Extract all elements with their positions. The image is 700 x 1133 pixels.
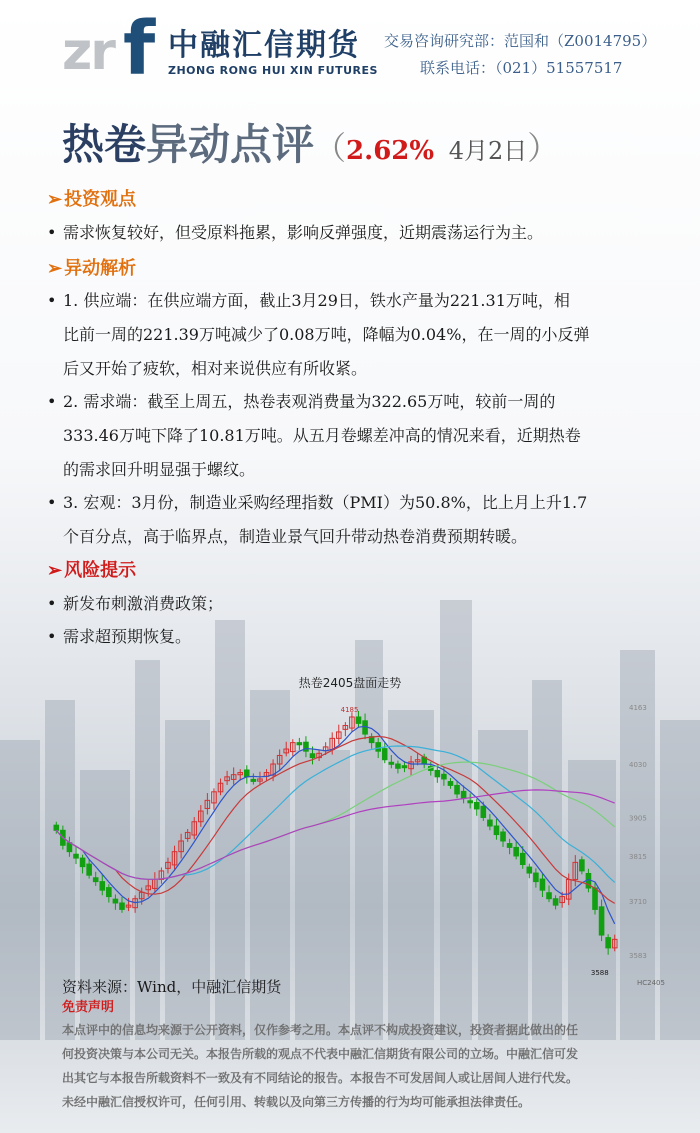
candle-body bbox=[580, 860, 585, 871]
arrow-icon: ➢ bbox=[47, 258, 63, 279]
company-logo-f: f bbox=[123, 6, 156, 92]
candlestick-chart bbox=[47, 670, 665, 990]
research-contact: 交易咨询研究部：范国和（Z0014795） bbox=[384, 32, 657, 50]
high-annotation: 4185 bbox=[340, 706, 359, 714]
arrow-icon: ➢ bbox=[47, 560, 63, 581]
candle-body bbox=[488, 820, 493, 826]
bullet-icon: • bbox=[47, 493, 57, 512]
title-change-percent: 2.62% bbox=[346, 136, 435, 166]
candle-body bbox=[93, 878, 98, 882]
low-annotation: 3588 bbox=[590, 969, 609, 977]
section-heading-view: ➢ 投资观点 bbox=[47, 189, 137, 210]
title-topic: 异动点评 bbox=[146, 120, 315, 169]
title-open-paren: （ bbox=[314, 129, 347, 167]
analysis-item-demand: • 2. 需求端：截至上周五，热卷表观消费量为322.65万吨，较前一周的 333.46万吨下降了10.81万吨。从五月卷螺差冲高的情况来看，近期热卷 的需求回升明显强于螺纹。 bbox=[47, 385, 667, 487]
candle-body bbox=[120, 903, 125, 909]
candle-body bbox=[376, 743, 381, 752]
candle-body bbox=[520, 853, 525, 864]
candle-body bbox=[534, 873, 539, 882]
candle-body bbox=[435, 770, 440, 776]
candle-body bbox=[402, 766, 407, 768]
candle-body bbox=[599, 907, 604, 935]
candle-body bbox=[442, 774, 447, 779]
ma5-line bbox=[56, 726, 614, 924]
analysis-item-macro: • 3. 宏观：3月份，制造业采购经理指数（PMI）为50.8%，比上月上升1.7 个百分点，高于临界点，制造业景气回升带动热卷消费预期转暖。 bbox=[47, 486, 667, 554]
bullet-icon: • bbox=[47, 291, 57, 310]
risk-item: • 需求超预期恢复。 bbox=[47, 620, 667, 654]
title-close-paren: ） bbox=[527, 129, 560, 167]
candle-body bbox=[54, 825, 59, 830]
candle-body bbox=[448, 782, 453, 786]
candle-body bbox=[501, 832, 506, 841]
bullet-icon: • bbox=[47, 223, 57, 242]
candle-body bbox=[245, 770, 250, 777]
y-tick-label: 3905 bbox=[629, 814, 647, 823]
candle-body bbox=[356, 717, 361, 723]
candle-body bbox=[474, 802, 479, 808]
ma20-line bbox=[56, 746, 614, 882]
candle-body bbox=[547, 893, 552, 899]
x-axis-label: HC2405 bbox=[637, 979, 665, 987]
section-heading-analysis: ➢ 异动解析 bbox=[47, 258, 137, 279]
candle-body bbox=[606, 938, 611, 948]
candle-body bbox=[113, 899, 118, 903]
candle-body bbox=[310, 754, 315, 758]
candle-body bbox=[507, 844, 512, 848]
candle-body bbox=[527, 867, 532, 873]
bullet-icon: • bbox=[47, 594, 57, 613]
candle-body bbox=[553, 899, 558, 905]
company-logo-mark: zr bbox=[62, 22, 114, 82]
company-name-en: ZHONG RONG HUI XIN FUTURES bbox=[168, 64, 378, 77]
analysis-item-supply: • 1. 供应端：在供应端方面，截止3月29日，铁水产量为221.31万吨，相 比前一周的221.39万吨减少了0.08万吨，降幅为0.04%，在一周的小反弹 后又开始了疲软，相对来说供应有所收紧。 bbox=[47, 284, 667, 386]
candle-body bbox=[468, 801, 473, 803]
candle-body bbox=[514, 847, 519, 856]
title-date: 4月2日 bbox=[448, 137, 528, 165]
candle-body bbox=[80, 858, 85, 867]
candle-body bbox=[107, 888, 112, 897]
candle-body bbox=[100, 882, 105, 891]
company-name-cn: 中融汇信期货 bbox=[168, 28, 360, 63]
candle-body bbox=[87, 864, 92, 875]
bullet-icon: • bbox=[47, 392, 57, 411]
candle-body bbox=[74, 854, 79, 858]
disclaimer-text: 本点评中的信息均来源于公开资料，仅作参考之用。本点评不构成投资建议，投资者据此做出的任 何投资决策与本公司无关。本报告所载的观点不代表中融汇信期货有限公司的立场。中融汇信可发 出其它与本报告所载资料不一致及有不同结论的报告。本报告不可发居间人或让居间人进行代发。 未经中融汇信授权许可，任何引用、转载以及向第三方传播的行为均可能承担法律责任。 bbox=[62, 1023, 579, 1109]
risk-item: • 新发布刺激消费政策； bbox=[47, 587, 667, 621]
y-tick-label: 3815 bbox=[629, 852, 647, 861]
candle-body bbox=[494, 826, 499, 835]
candle-body bbox=[396, 764, 401, 768]
title-product: 热卷 bbox=[62, 120, 147, 169]
candle-body bbox=[382, 749, 387, 760]
view-bullet: • 需求恢复较好，但受原料拖累，影响反弹强度，近期震荡运行为主。 bbox=[47, 216, 667, 250]
data-source: 资料来源：Wind，中融汇信期货 bbox=[62, 978, 282, 996]
candle-body bbox=[455, 785, 460, 794]
ma40-line bbox=[56, 762, 614, 879]
y-tick-label: 3710 bbox=[629, 897, 647, 906]
disclaimer-title: 免责声明 bbox=[62, 1000, 115, 1015]
arrow-icon: ➢ bbox=[47, 189, 63, 210]
candle-body bbox=[461, 791, 466, 798]
chart-title: 热卷2405盘面走势 bbox=[298, 676, 402, 690]
report-header bbox=[0, 0, 700, 96]
ma60-line bbox=[56, 790, 614, 879]
candle-body bbox=[540, 879, 545, 890]
candle-body bbox=[389, 762, 394, 764]
y-tick-label: 4163 bbox=[629, 704, 647, 713]
y-tick-label: 3583 bbox=[629, 952, 647, 961]
page-title bbox=[62, 112, 559, 172]
candle-body bbox=[481, 806, 486, 817]
y-tick-label: 4030 bbox=[629, 761, 647, 770]
phone-contact: 联系电话：（021）51557517 bbox=[420, 59, 623, 77]
section-heading-risk: ➢ 风险提示 bbox=[47, 560, 137, 581]
candle-body bbox=[251, 779, 256, 781]
candle-body bbox=[297, 743, 302, 745]
bullet-icon: • bbox=[47, 627, 57, 646]
candle-body bbox=[593, 888, 598, 909]
